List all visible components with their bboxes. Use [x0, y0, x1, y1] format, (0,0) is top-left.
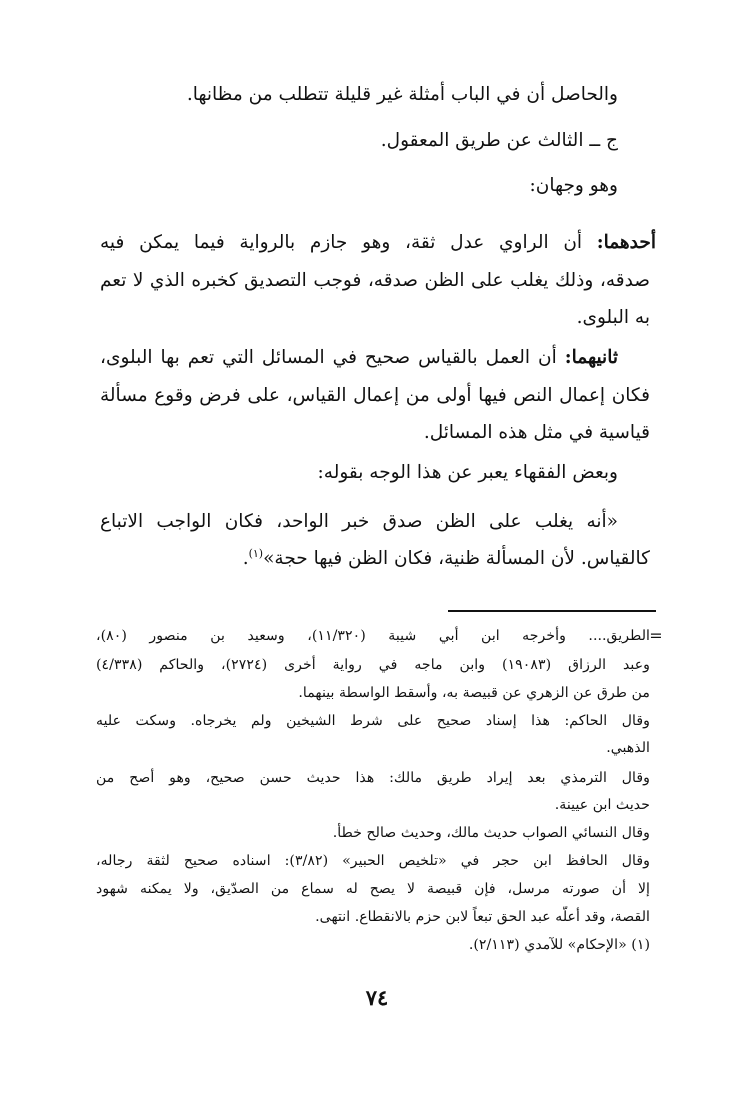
- first-aspect-text: أن الراوي عدل ثقة، وهو جازم بالرواية فيما يمكن فيه: [100, 232, 583, 253]
- footnote-line: وعبد الرزاق (١٩٠٨٣) وابن ماجه في رواية أخرى (٢٧٢٤)، والحاكم (٤/٣٣٨): [96, 657, 650, 673]
- footnote-ref-1[interactable]: (١): [248, 546, 264, 560]
- quote-line-1: «أنه يغلب على الظن صدق خبر الواحد، فكان الواجب الاتباع: [100, 511, 618, 532]
- paragraph-first-aspect-line-1: [100, 228, 656, 258]
- paragraph-second-aspect-line-2: فكان إعمال النص فيها أولى من إعمال القياس، على فرض وقوع مسألة: [100, 385, 650, 406]
- footnote-1: (١) «الإحكام» للآمدي (٢/١١٣).: [468, 937, 650, 953]
- body-line-two-aspects: وهو وجهان:: [529, 175, 618, 196]
- second-aspect-text: أن العمل بالقياس صحيح في المسائل التي تعم بها البلوى،: [100, 347, 557, 368]
- footnote-line: الذهبي.: [606, 740, 650, 756]
- quote-line-2: [100, 544, 650, 574]
- body-line-jurists: وبعض الفقهاء يعبر عن هذا الوجه بقوله:: [317, 462, 618, 483]
- footnote-line: من طرق عن الزهري عن قبيصة به، وأسقط الواسطة بينهما.: [298, 685, 650, 701]
- footnote-line: وقال الترمذي بعد إيراد طريق مالك: هذا حديث حسن صحيح، وهو أصح من: [96, 770, 650, 786]
- footnote-separator: [448, 610, 656, 612]
- footnote-line: حديث ابن عيينة.: [554, 797, 650, 813]
- second-aspect-label: ثانيهما:: [564, 347, 618, 368]
- footnote-line: القصة، وقد أعلّه عبد الحق تبعاً لابن حزم بالانقطاع. انتهى.: [315, 909, 650, 925]
- page-number: ٧٤: [365, 985, 389, 1010]
- quote-end-punctuation: .: [242, 548, 249, 569]
- footnote-line: وقال الحاكم: هذا إسناد صحيح على شرط الشيخين ولم يخرجاه. وسكت عليه: [96, 713, 650, 729]
- footnote-line: وقال الحافظ ابن حجر في «تلخيص الحبير» (٣/٨٢): اسناده صحيح لثقة رجاله،: [96, 853, 650, 869]
- quote-text: كالقياس. لأن المسألة ظنية، فكان الظن فيها حجة»: [263, 548, 650, 569]
- body-line-conclusion: والحاصل أن في الباب أمثلة غير قليلة تتطلب من مظانها.: [186, 84, 618, 105]
- section-heading-rational: ج ــ الثالث عن طريق المعقول.: [380, 130, 618, 151]
- paragraph-second-aspect-line-3: قياسية في مثل هذه المسائل.: [423, 422, 650, 443]
- footnote-line: وقال النسائي الصواب حديث مالك، وحديث صالح خطأ.: [332, 825, 650, 841]
- footnote-line: الطريق.... وأخرجه ابن أبي شيبة (١١/٣٢٠)، وسعيد بن منصور (٨٠)،: [96, 628, 650, 644]
- paragraph-first-aspect-line-2: صدقه، وذلك يغلب على الظن صدقه، فوجب التصديق كخبره الذي لا تعم: [100, 270, 650, 291]
- paragraph-second-aspect-line-1: [100, 343, 618, 373]
- footnote-line: إلا أن صورته مرسل، فإن قبيصة لا يصح له سماع من الصدّيق، ولا يمكنه شهود: [96, 881, 650, 897]
- paragraph-first-aspect-line-3: به البلوى.: [576, 307, 650, 328]
- first-aspect-label: أحدهما:: [596, 232, 656, 253]
- footnote-continuation-mark: =: [649, 626, 663, 645]
